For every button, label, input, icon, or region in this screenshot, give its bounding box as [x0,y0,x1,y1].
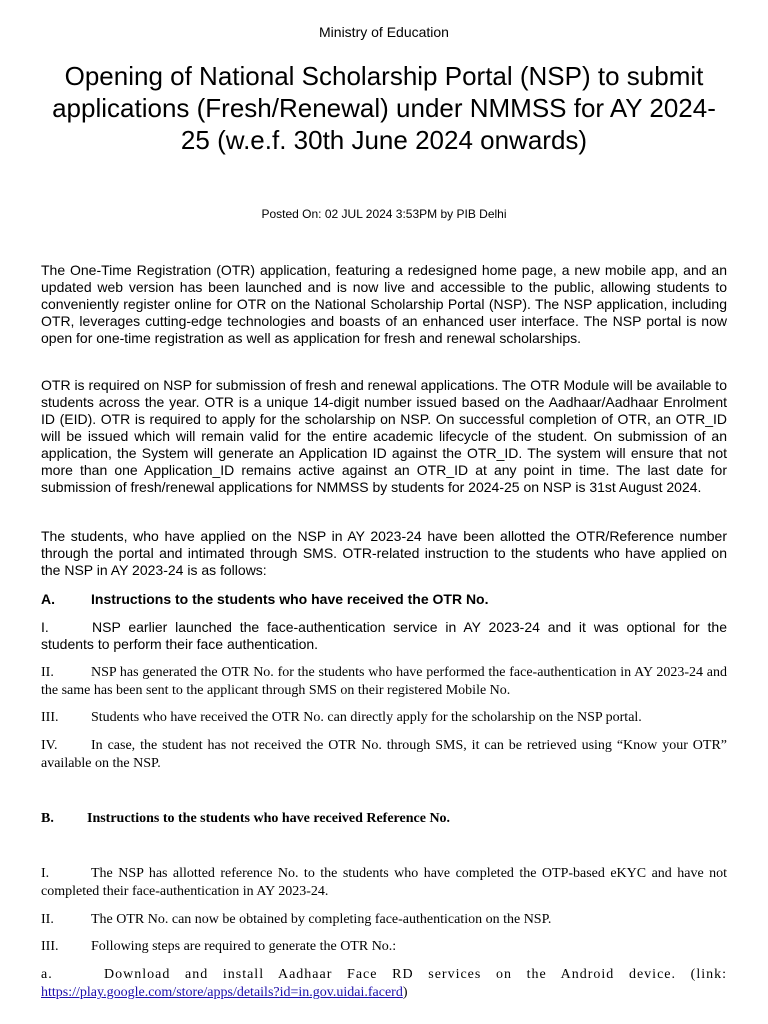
section-b-heading [41,810,727,828]
item-text: Following steps are required to generate the OTR No.: [91,939,397,954]
section-a-item-4 [41,737,727,773]
ministry-name: Ministry of Education [319,24,449,40]
paragraph-otr-required: OTR is required on NSP for submission of fresh and renewal applications. The OTR Module will be available to students across the year. OTR is a unique 14-digit number issued based on the Aadhaar/Aadhaar Enrolment ID (EID). OTR is required to apply for the scholarship on NSP. On successful completion of OTR, an OTR_ID will be issued which will remain valid for the entire academic lifecycle of the student. On submission of an application, the System will generate an Application ID against the OTR_ID. The system will ensure that not more than one Application_ID remains active against an OTR_ID at any point in time. The last date for submission of fresh/renewal applications for NMMSS by students for 2024-25 on NSP is 31st August 2024. [41,377,727,495]
item-text: The OTR No. can now be obtained by completing face-authentication on the NSP. [91,912,552,927]
section-a-item-3 [41,709,727,727]
step-number: a. [41,967,53,982]
item-text: Students who have received the OTR No. can directly apply for the scholarship on the NSP portal. [91,710,642,725]
section-b-title: Instructions to the students who have received Reference No. [87,811,451,826]
item-text: NSP earlier launched the face-authentication service in AY 2023-24 and it was optional for the students to perform their face authentication. [41,619,727,652]
item-text: NSP has generated the OTR No. for the students who have performed the face-authentication in AY 2023-24 and the same has been sent to the applicant through SMS on their registered Mobile No. [41,665,727,698]
item-number: I. [41,866,50,881]
item-text: The NSP has allotted reference No. to the students who have completed the OTP-based eKYC and have not completed their face-authentication in AY 2023-24. [41,866,727,899]
item-number: III. [41,710,59,725]
section-a-title: Instructions to the students who have received the OTR No. [91,591,489,607]
step-close-paren: ) [402,985,409,1000]
paragraph-students-allotted: The students, who have applied on the NSP in AY 2023-24 have been allotted the OTR/Reference number through the portal and intimated through SMS. OTR-related instruction to the students who have applied on the NSP in AY 2023-24 is as follows: [41,528,727,578]
page-title: Opening of National Scholarship Portal (NSP) to submit applications (Fresh/Renewal) under NMMSS for AY 2024-25 (w.e.f. 30th June 2024 onwards) [52,61,716,155]
item-number: II. [41,912,54,927]
section-b-item-1 [41,865,727,901]
item-number: I. [41,619,49,635]
section-b-step-a [41,966,727,1002]
section-a-heading [41,591,727,608]
section-b-item-3 [41,938,727,956]
section-a-label: A. [41,591,55,607]
section-b-item-2 [41,911,727,929]
section-a-item-2 [41,664,727,700]
item-number: IV. [41,738,58,753]
face-rd-app-link[interactable]: https://play.google.com/store/apps/details?id=in.gov.uidai.facerd [41,985,403,1000]
item-number: III. [41,939,59,954]
item-text: In case, the student has not received the OTR No. through SMS, it can be retrieved using “Know your OTR” available on the NSP. [41,738,727,771]
item-number: II. [41,665,54,680]
section-b-label: B. [41,811,54,826]
step-text: Download and install Aadhaar Face RD services on the Android device. (link: [104,967,727,982]
section-a-item-1 [41,619,727,653]
paragraph-otr-launch: The One-Time Registration (OTR) application, featuring a redesigned home page, a new mobile app, and an updated web version has been launched and is now live and accessible to the public, allowing students to conveniently register online for OTR on the National Scholarship Portal (NSP). The NSP application, including OTR, leverages cutting-edge technologies and boasts of an enhanced user interface. The NSP portal is now open for one-time registration as well as application for fresh and renewal scholarships. [41,262,727,346]
posted-date: Posted On: 02 JUL 2024 3:53PM by PIB Delhi [261,207,507,221]
